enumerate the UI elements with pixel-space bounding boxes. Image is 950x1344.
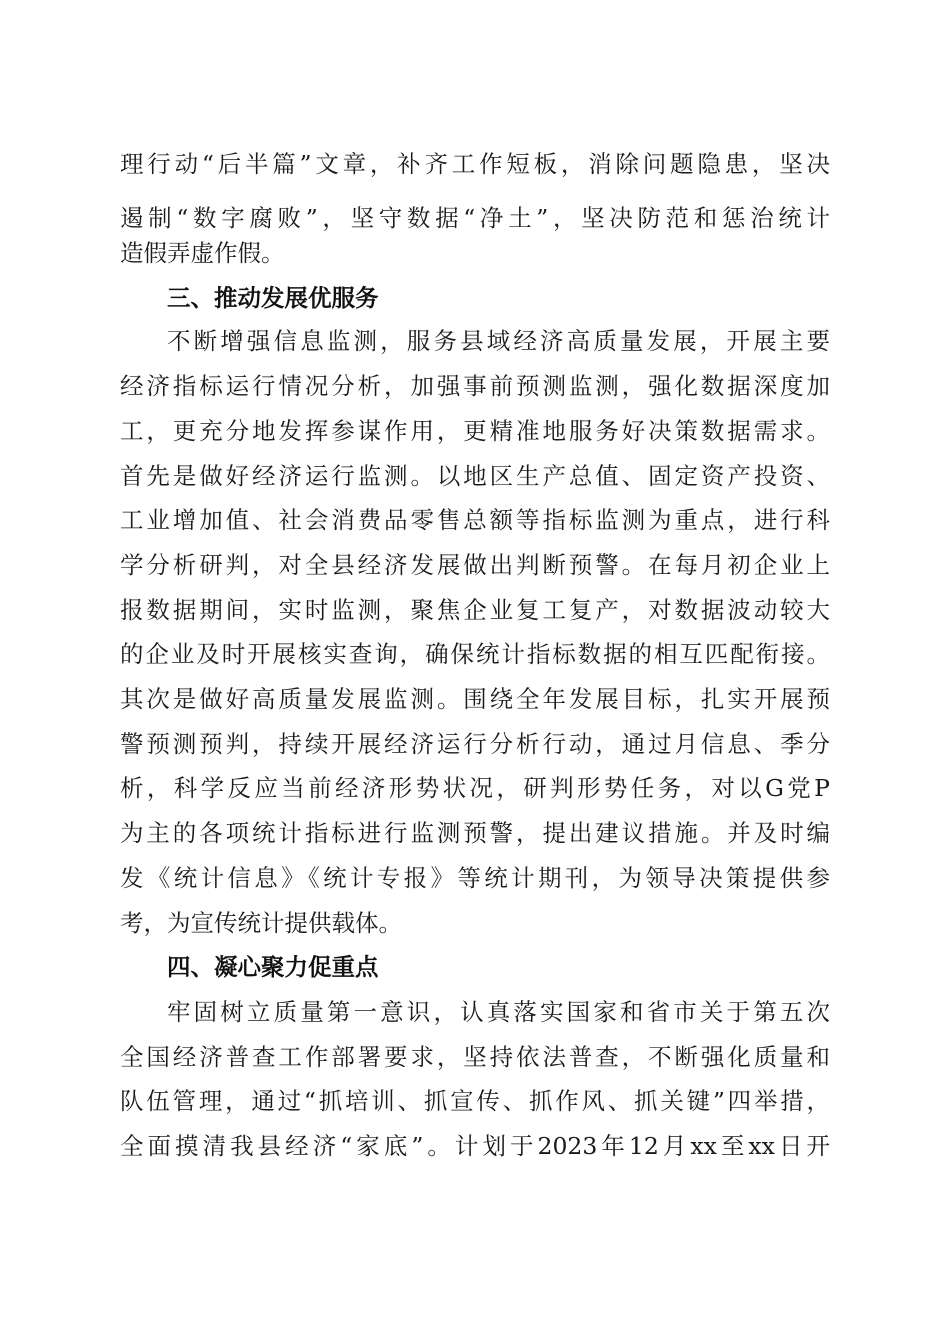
body-text-line: 为主的各项统计指标进行监测预警，提出建议措施。并及时编 xyxy=(120,819,830,847)
body-text-line: 队伍管理，通过“抓培训、抓宣传、抓作风、抓关键”四举措， xyxy=(120,1087,830,1115)
body-text-line: 全国经济普查工作部署要求，坚持依法普查，不断强化质量和 xyxy=(120,1043,830,1071)
paragraph-first-line: 牢固树立质量第一意识，认真落实国家和省市关于第五次 xyxy=(167,998,830,1026)
body-text-line: 的企业及时开展核实查询，确保统计指标数据的相互匹配衔接。 xyxy=(120,640,830,668)
body-text-line: 遏制“数字腐败”，坚守数据“净土”，坚决防范和惩治统计 xyxy=(120,204,830,232)
section-heading-3: 三、推动发展优服务 xyxy=(167,284,379,312)
body-text-line: 造假弄虚作假。 xyxy=(120,239,285,267)
body-text-line: 考，为宣传统计提供载体。 xyxy=(120,909,402,937)
body-text-line: 经济指标运行情况分析，加强事前预测监测，强化数据深度加 xyxy=(120,372,830,400)
body-text-line: 析，科学反应当前经济形势状况，研判形势任务，对以G党P xyxy=(120,774,830,802)
paragraph-first-line: 不断增强信息监测，服务县域经济高质量发展，开展主要 xyxy=(167,327,830,355)
body-text-line: 工业增加值、社会消费品零售总额等指标监测为重点，进行科 xyxy=(120,506,830,534)
body-text-line: 其次是做好高质量发展监测。围绕全年发展目标，扎实开展预 xyxy=(120,685,830,713)
section-heading-4: 四、凝心聚力促重点 xyxy=(167,953,379,981)
body-text-line: 工，更充分地发挥参谋作用，更精准地服务好决策数据需求。 xyxy=(120,417,830,445)
body-text-line: 报数据期间，实时监测，聚焦企业复工复产，对数据波动较大 xyxy=(120,596,830,624)
body-text-line: 警预测预判，持续开展经济运行分析行动，通过月信息、季分 xyxy=(120,730,830,758)
body-text-line: 首先是做好经济运行监测。以地区生产总值、固定资产投资、 xyxy=(120,462,830,490)
body-text-line: 学分析研判，对全县经济发展做出判断预警。在每月初企业上 xyxy=(120,551,830,579)
body-text-line: 理行动“后半篇”文章，补齐工作短板，消除问题隐患，坚决 xyxy=(120,150,830,178)
body-text-line: 全面摸清我县经济“家底”。计划于2023年12月xx至xx日开 xyxy=(120,1132,830,1160)
body-text-line: 发《统计信息》《统计专报》等统计期刊，为领导决策提供参 xyxy=(120,864,830,892)
